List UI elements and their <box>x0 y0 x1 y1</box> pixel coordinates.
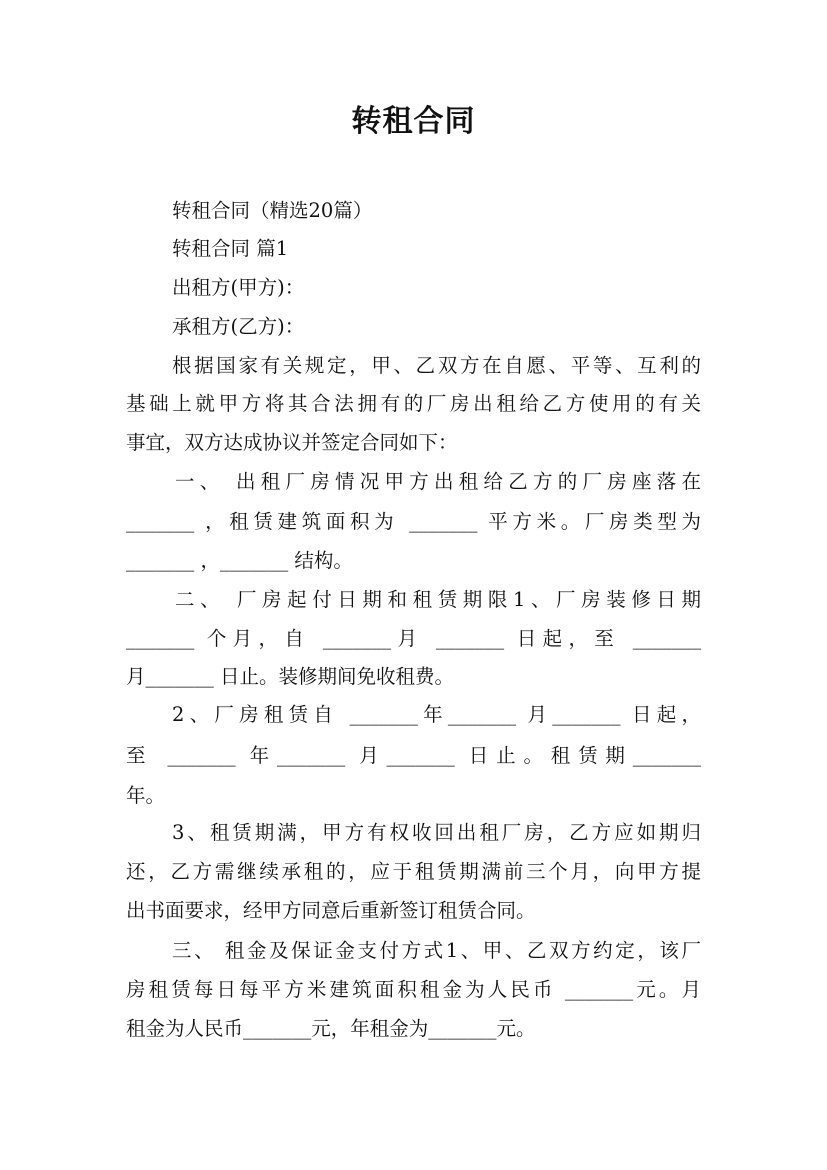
paragraph-line: 年。 <box>126 784 166 807</box>
lessee-field: 承租方(乙方)： <box>172 315 305 338</box>
paragraph-line: 房租赁每日每平方米建筑面积租金为人民币 _______元。月 <box>126 978 701 1001</box>
paragraph-line: 三、 租金及保证金支付方式1、甲、乙双方约定，该厂 <box>172 939 701 962</box>
paragraph-line: 基础上就甲方将其合法拥有的厂房出租给乙方使用的有关 <box>126 392 701 415</box>
paragraph-line: 月_______ 日止。装修期间免收租费。 <box>126 665 454 688</box>
paragraph-line: 租金为人民币_______元，年租金为_______元。 <box>126 1017 536 1040</box>
paragraph-line: 一、 出租厂房情况甲方出租给乙方的厂房座落在 <box>175 470 701 493</box>
paragraph-line: _______ 个月，自 _______月 _______ 日起，至 _______ <box>126 627 701 650</box>
paragraph-line: _______ ，租赁建筑面积为 _______ 平方米。厂房类型为 <box>126 510 701 533</box>
paragraph-line: 2、厂房租赁自 _______年_______ 月_______ 日起， <box>172 703 701 726</box>
document-title: 转租合同 <box>351 104 476 139</box>
subtitle-line: 转租合同（精选20篇） <box>172 199 373 222</box>
paragraph-line: 二、 厂房起付日期和租赁期限1、厂房装修日期 <box>175 588 701 611</box>
paragraph-line: 根据国家有关规定，甲、乙双方在自愿、平等、互利的 <box>172 354 701 377</box>
paragraph-line: 还，乙方需继续承租的，应于租赁期满前三个月，向甲方提 <box>126 860 701 883</box>
paragraph-line: 事宜，双方达成协议并签定合同如下： <box>126 431 458 454</box>
paragraph-line: 出书面要求，经甲方同意后重新签订租赁合同。 <box>126 899 536 922</box>
lessor-field: 出租方(甲方)： <box>172 276 305 299</box>
section-heading: 转租合同 篇1 <box>172 237 289 260</box>
paragraph-line: _______ ，_______ 结构。 <box>126 549 353 572</box>
paragraph-line: 至 _______ 年_______ 月_______ 日止。租赁期_______ <box>126 744 701 767</box>
paragraph-line: 3、租赁期满，甲方有权收回出租厂房，乙方应如期归 <box>172 821 701 844</box>
